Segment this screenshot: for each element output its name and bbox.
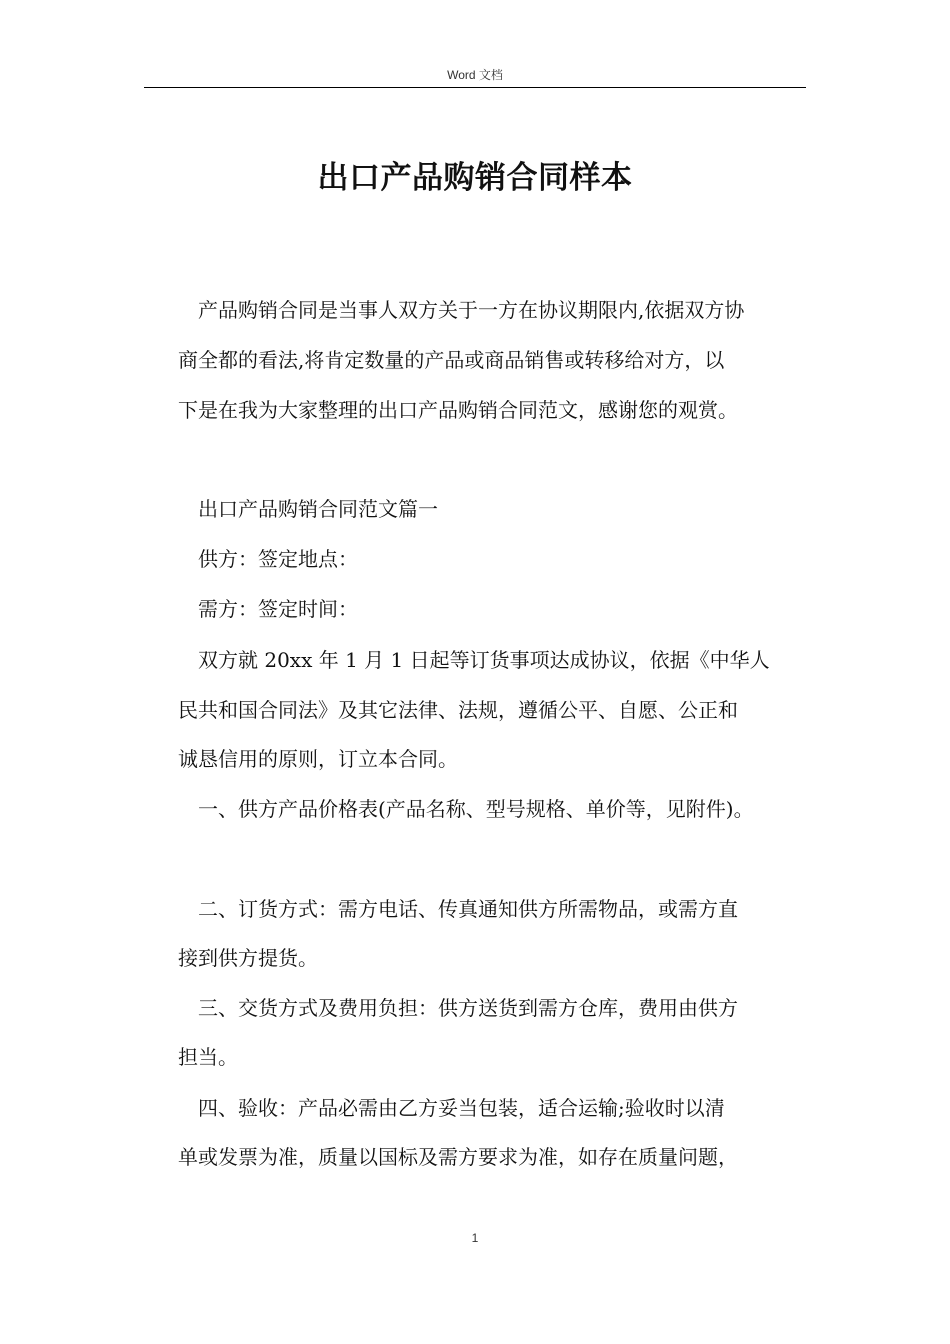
supplier-line: 供方：签定地点： — [178, 547, 358, 571]
intro-line-3: 下是在我为大家整理的出口产品购销合同范文，感谢您的观赏。 — [178, 398, 738, 422]
agreement-line-3: 诚恳信用的原则，订立本合同。 — [178, 747, 458, 771]
clause-4-line-1: 四、验收：产品必需由乙方妥当包装，适合运输;验收时以清 — [178, 1096, 725, 1120]
intro-line-2: 商全都的看法,将肯定数量的产品或商品销售或转移给对方，以 — [178, 348, 725, 372]
clause-4-line-2: 单或发票为准，质量以国标及需方要求为准，如存在质量问题， — [178, 1145, 738, 1169]
section-heading: 出口产品购销合同范文篇一 — [178, 497, 438, 521]
buyer-line: 需方：签定时间： — [178, 597, 358, 621]
clause-2-line-2: 接到供方提货。 — [178, 946, 318, 970]
agreement-line-2: 民共和国合同法》及其它法律、法规，遵循公平、自愿、公正和 — [178, 698, 738, 722]
clause-3-line-2: 担当。 — [178, 1045, 238, 1069]
page-number: 1 — [471, 1231, 479, 1245]
intro-line-1: 产品购销合同是当事人双方关于一方在协议期限内,依据双方协 — [178, 298, 745, 322]
clause-1-line-1: 一、供方产品价格表(产品名称、型号规格、单价等，见附件)。 — [178, 797, 754, 821]
document-title: 出口产品购销合同样本 — [317, 160, 633, 196]
clause-2-line-1: 二、订货方式：需方电话、传真通知供方所需物品，或需方直 — [178, 897, 738, 921]
clause-3-line-1: 三、交货方式及费用负担：供方送货到需方仓库，费用由供方 — [178, 996, 738, 1020]
page-header: Word 文档 — [447, 68, 503, 82]
header-divider — [144, 87, 806, 88]
agreement-line-1: 双方就 20xx 年 1 月 1 日起等订货事项达成协议，依据《中华人 — [178, 648, 770, 672]
